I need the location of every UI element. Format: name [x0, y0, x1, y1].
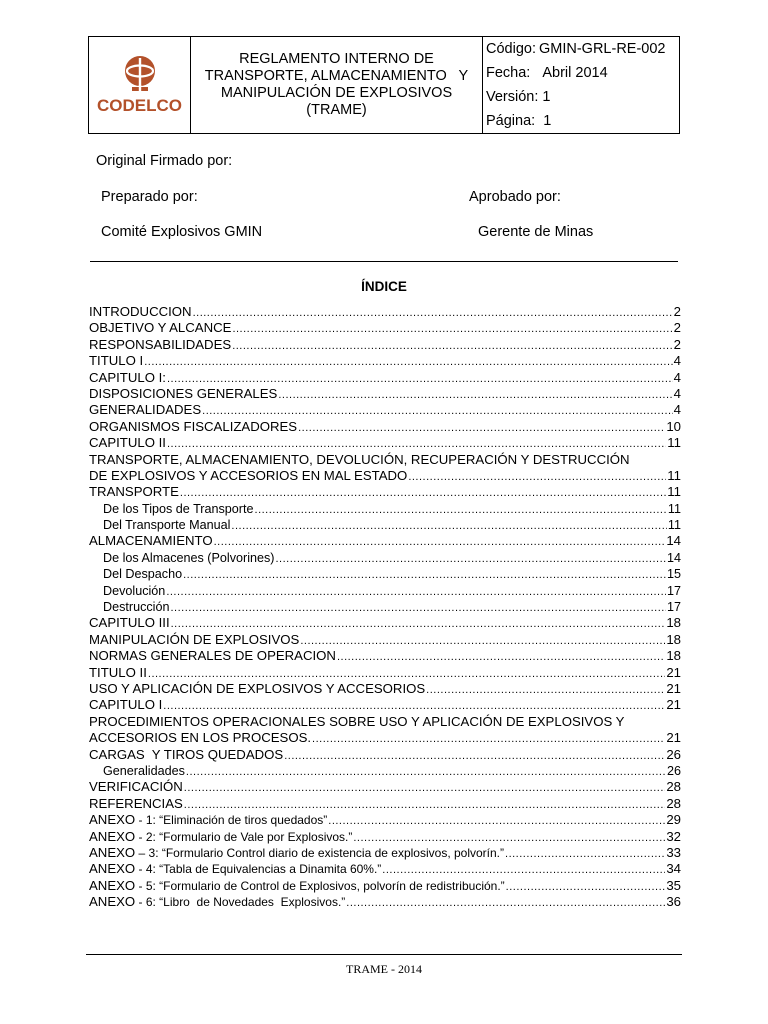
fecha-value: Abril 2014	[542, 65, 608, 81]
toc-entry-title: RESPONSABILIDADES	[89, 336, 232, 352]
toc-page-number: 2	[673, 304, 681, 319]
toc-leader-dots	[232, 321, 672, 337]
toc-leader-dots	[232, 338, 672, 354]
toc-entry-line[interactable]: PROCEDIMIENTOS OPERACIONALES SOBRE USO Y APLICACIÓN DE EXPLOSIVOS Y	[89, 713, 625, 729]
title-line-3: MANIPULACIÓN DE EXPLOSIVOS	[220, 85, 453, 101]
toc-entry[interactable]	[89, 370, 681, 386]
anexo-label: ANEXO	[89, 844, 136, 860]
toc-entry-title: VERIFICACIÓN	[89, 779, 183, 795]
toc-leader-dots	[346, 895, 665, 911]
toc-entry-title: De los Almacenes (Polvorines)	[103, 550, 275, 565]
toc-entry-title: De los Tipos de Transporte	[103, 501, 254, 516]
toc-leader-dots	[171, 600, 666, 616]
toc-entry-title: INTRODUCCION	[89, 304, 192, 319]
pagina-row	[483, 109, 679, 133]
toc-leader-dots	[171, 616, 666, 632]
toc-page-number: 2	[673, 320, 681, 336]
toc-leader-dots	[276, 551, 666, 567]
toc-page-number: 17	[666, 583, 681, 598]
toc-page-number: 35	[666, 877, 681, 893]
toc-entry[interactable]	[89, 796, 681, 812]
toc-leader-dots	[284, 748, 665, 764]
toc-page-number: 11	[667, 501, 681, 516]
toc-entry[interactable]	[89, 484, 681, 500]
toc-leader-dots	[278, 387, 672, 403]
title-line-2: TRANSPORTE, ALMACENAMIENTO Y	[204, 68, 469, 84]
toc-page-number: 36	[666, 894, 681, 910]
toc-entry[interactable]	[89, 468, 681, 484]
toc-page-number: 4	[673, 402, 681, 418]
preparado-name: Comité Explosivos GMIN	[101, 224, 263, 240]
toc-entry-title: NORMAS GENERALES DE OPERACION	[89, 648, 336, 664]
toc-entry-title: USO Y APLICACIÓN DE EXPLOSIVOS Y ACCESORIOS	[89, 680, 426, 696]
toc-leader-dots	[231, 518, 667, 534]
anexo-title: - 1: “Eliminación de tiros quedados”	[135, 813, 328, 828]
toc-page-number: 4	[673, 369, 681, 385]
codigo-value: GMIN-GRL-RE-002	[538, 41, 666, 57]
toc-entry[interactable]	[89, 402, 681, 418]
footer-divider	[86, 954, 682, 955]
toc-leader-dots	[180, 485, 666, 501]
anexo-title: - 5: “Formulario de Control de Explosivos, polvorín de redistribución.”	[135, 878, 505, 893]
toc-page-number: 28	[666, 795, 681, 811]
toc-entry-title	[89, 861, 381, 877]
toc-page-number: 11	[667, 484, 681, 500]
toc-page-number: 10	[666, 418, 681, 434]
footer-text: TRAME - 2014	[346, 962, 422, 976]
toc-entry-title: CAPITULO I:	[89, 369, 166, 385]
toc-entry[interactable]	[89, 632, 681, 648]
toc-page-number: 11	[667, 518, 681, 533]
toc-entry[interactable]	[89, 812, 681, 828]
toc-entry[interactable]	[89, 747, 681, 763]
toc-leader-dots	[312, 731, 665, 747]
toc-page-number: 4	[673, 353, 681, 369]
toc-page-number: 11	[667, 435, 681, 451]
anexo-label: ANEXO	[89, 812, 136, 828]
toc-leader-dots	[186, 764, 666, 780]
logo-cell	[89, 37, 191, 133]
toc-leader-dots	[184, 780, 666, 796]
toc-entry-title: MANIPULACIÓN DE EXPLOSIVOS	[89, 631, 300, 647]
toc-entry-title: TITULO I	[89, 353, 144, 369]
toc-subentry[interactable]	[89, 517, 681, 533]
fecha-row	[483, 61, 679, 85]
toc-leader-dots	[163, 698, 665, 714]
index-title: ÍNDICE	[361, 279, 407, 294]
toc-page-number: 28	[666, 779, 681, 795]
toc-entry-title: CAPITULO I	[89, 697, 163, 713]
toc-page-number: 17	[666, 600, 681, 615]
toc-entry[interactable]	[89, 894, 681, 910]
toc-entry-title: DE EXPLOSIVOS Y ACCESORIOS EN MAL ESTADO	[89, 467, 408, 483]
toc-entry-title: TRANSPORTE	[89, 484, 179, 500]
toc-page-number: 14	[666, 533, 681, 549]
toc-entry[interactable]	[89, 386, 681, 402]
toc-leader-dots	[353, 830, 665, 846]
codigo-label: Código:	[486, 41, 536, 57]
anexo-label: ANEXO	[89, 828, 136, 844]
toc-entry[interactable]	[89, 615, 681, 631]
aprobado-label: Aprobado por:	[469, 189, 561, 205]
toc-entry-title: Del Despacho	[103, 567, 183, 582]
toc-entry[interactable]	[89, 533, 681, 549]
toc-subentry[interactable]	[89, 566, 681, 582]
toc-leader-dots	[144, 354, 672, 370]
toc-page-number: 26	[666, 763, 681, 778]
toc-entry-title: CAPITULO III	[89, 615, 170, 631]
toc-entry-title: REFERENCIAS	[89, 795, 183, 811]
toc-page-number: 32	[666, 828, 681, 844]
toc-page-number: 21	[666, 680, 681, 696]
title-line-1: REGLAMENTO INTERNO DE	[239, 51, 434, 67]
version-label: Versión:	[486, 89, 539, 105]
toc-leader-dots	[166, 584, 666, 600]
anexo-label: ANEXO	[89, 861, 136, 877]
toc-entry[interactable]	[89, 353, 681, 369]
aprobado-name: Gerente de Minas	[478, 224, 594, 240]
signature-divider	[90, 261, 678, 262]
toc-entry[interactable]	[89, 730, 681, 746]
toc-entry-title: ALMACENAMIENTO	[89, 533, 213, 549]
preparado-label: Preparado por:	[101, 189, 198, 205]
toc-entry-title: ORGANISMOS FISCALIZADORES	[89, 418, 298, 434]
toc-entry-title: GENERALIDADES	[89, 402, 202, 418]
toc-leader-dots	[506, 879, 666, 895]
codelco-logo-icon	[119, 54, 161, 94]
anexo-title: - 4: “Tabla de Equivalencias a Dinamita 60%.”	[135, 862, 382, 877]
toc-entry-title	[89, 812, 327, 828]
version-value: 1	[542, 89, 551, 105]
toc-page-number: 34	[666, 861, 681, 877]
toc-leader-dots	[193, 305, 673, 321]
toc-entry-title: ACCESORIOS EN LOS PROCESOS.	[89, 730, 312, 746]
anexo-label: ANEXO	[89, 877, 136, 893]
toc-leader-dots	[184, 797, 666, 813]
toc-leader-dots	[148, 666, 665, 682]
toc-entry-title: Devolución	[103, 583, 166, 598]
toc-page-number: 2	[673, 336, 681, 352]
toc-entry[interactable]	[89, 320, 681, 336]
codigo-row	[483, 37, 679, 61]
toc-entry-title	[89, 894, 345, 910]
toc-entry[interactable]	[89, 878, 681, 894]
fecha-label: Fecha:	[486, 65, 531, 81]
toc-leader-dots	[505, 846, 665, 862]
toc-leader-dots	[167, 371, 673, 387]
toc-entry[interactable]	[89, 861, 681, 877]
title-line-4: (TRAME)	[306, 102, 367, 118]
toc-entry-line[interactable]: TRANSPORTE, ALMACENAMIENTO, DEVOLUCIÓN, RECUPERACIÓN Y DESTRUCCIÓN	[89, 451, 630, 467]
toc-leader-dots	[183, 567, 666, 583]
toc-entry-title	[89, 878, 505, 894]
document-title	[191, 37, 483, 133]
toc-entry[interactable]	[89, 648, 681, 664]
toc-leader-dots	[255, 502, 667, 518]
toc-page-number: 15	[666, 567, 681, 582]
toc-entry[interactable]	[89, 779, 681, 795]
toc-page-number: 21	[666, 730, 681, 746]
toc-entry-title: Del Transporte Manual	[103, 518, 231, 533]
toc-entry-title: TITULO II	[89, 664, 147, 680]
toc-page-number: 11	[667, 467, 681, 483]
toc-leader-dots	[298, 420, 665, 436]
toc-entry-title: DISPOSICIONES GENERALES	[89, 385, 278, 401]
toc-page-number: 26	[666, 746, 681, 762]
toc-entry[interactable]	[89, 304, 681, 320]
toc-leader-dots	[426, 682, 665, 698]
toc-subentry[interactable]	[89, 763, 681, 779]
toc-leader-dots	[300, 633, 665, 649]
toc-page-number: 4	[673, 385, 681, 401]
toc-page-number: 21	[666, 664, 681, 680]
toc-entry[interactable]	[89, 681, 681, 697]
toc-entry[interactable]	[89, 829, 681, 845]
anexo-label: ANEXO	[89, 894, 136, 910]
toc-entry-title	[89, 829, 352, 845]
table-of-contents	[89, 304, 681, 910]
toc-entry[interactable]	[89, 435, 681, 451]
toc-page-number: 18	[666, 615, 681, 631]
toc-leader-dots	[382, 862, 665, 878]
anexo-title: – 3: “Formulario Control diario de existencia de explosivos, polvorín.”	[135, 845, 505, 860]
toc-leader-dots	[337, 649, 665, 665]
pagina-value: 1	[543, 113, 552, 129]
toc-leader-dots	[328, 813, 665, 829]
version-row	[483, 85, 679, 109]
document-meta	[483, 37, 679, 133]
toc-subentry[interactable]	[89, 550, 681, 566]
toc-leader-dots	[214, 534, 666, 550]
toc-entry[interactable]	[89, 845, 681, 861]
toc-entry[interactable]	[89, 665, 681, 681]
toc-entry-title: Destrucción	[103, 600, 170, 615]
original-firmado: Original Firmado por:	[96, 153, 233, 169]
toc-subentry[interactable]	[89, 599, 681, 615]
toc-page-number: 18	[666, 631, 681, 647]
toc-leader-dots	[167, 436, 666, 452]
toc-entry-title: CAPITULO II	[89, 435, 166, 451]
toc-entry[interactable]	[89, 337, 681, 353]
toc-entry-title: Generalidades	[103, 763, 185, 778]
toc-page-number: 21	[666, 697, 681, 713]
header-table	[88, 36, 680, 134]
anexo-title: - 6: “Libro de Novedades Explosivos.”	[135, 895, 346, 910]
toc-leader-dots	[202, 403, 673, 419]
toc-page-number: 29	[666, 812, 681, 828]
toc-leader-dots	[408, 469, 666, 485]
logo-text: CODELCO	[97, 96, 182, 115]
toc-entry-title: CARGAS Y TIROS QUEDADOS	[89, 746, 284, 762]
toc-page-number: 14	[666, 550, 681, 565]
toc-subentry[interactable]	[89, 583, 681, 599]
toc-entry-title	[89, 845, 504, 861]
toc-entry-title: OBJETIVO Y ALCANCE	[89, 320, 232, 336]
toc-page-number: 18	[666, 648, 681, 664]
anexo-title: - 2: “Formulario de Vale por Explosivos.”	[135, 829, 353, 844]
toc-entry[interactable]	[89, 697, 681, 713]
toc-entry[interactable]	[89, 419, 681, 435]
toc-page-number: 33	[666, 844, 681, 860]
toc-subentry[interactable]	[89, 501, 681, 517]
pagina-label: Página:	[486, 113, 536, 129]
